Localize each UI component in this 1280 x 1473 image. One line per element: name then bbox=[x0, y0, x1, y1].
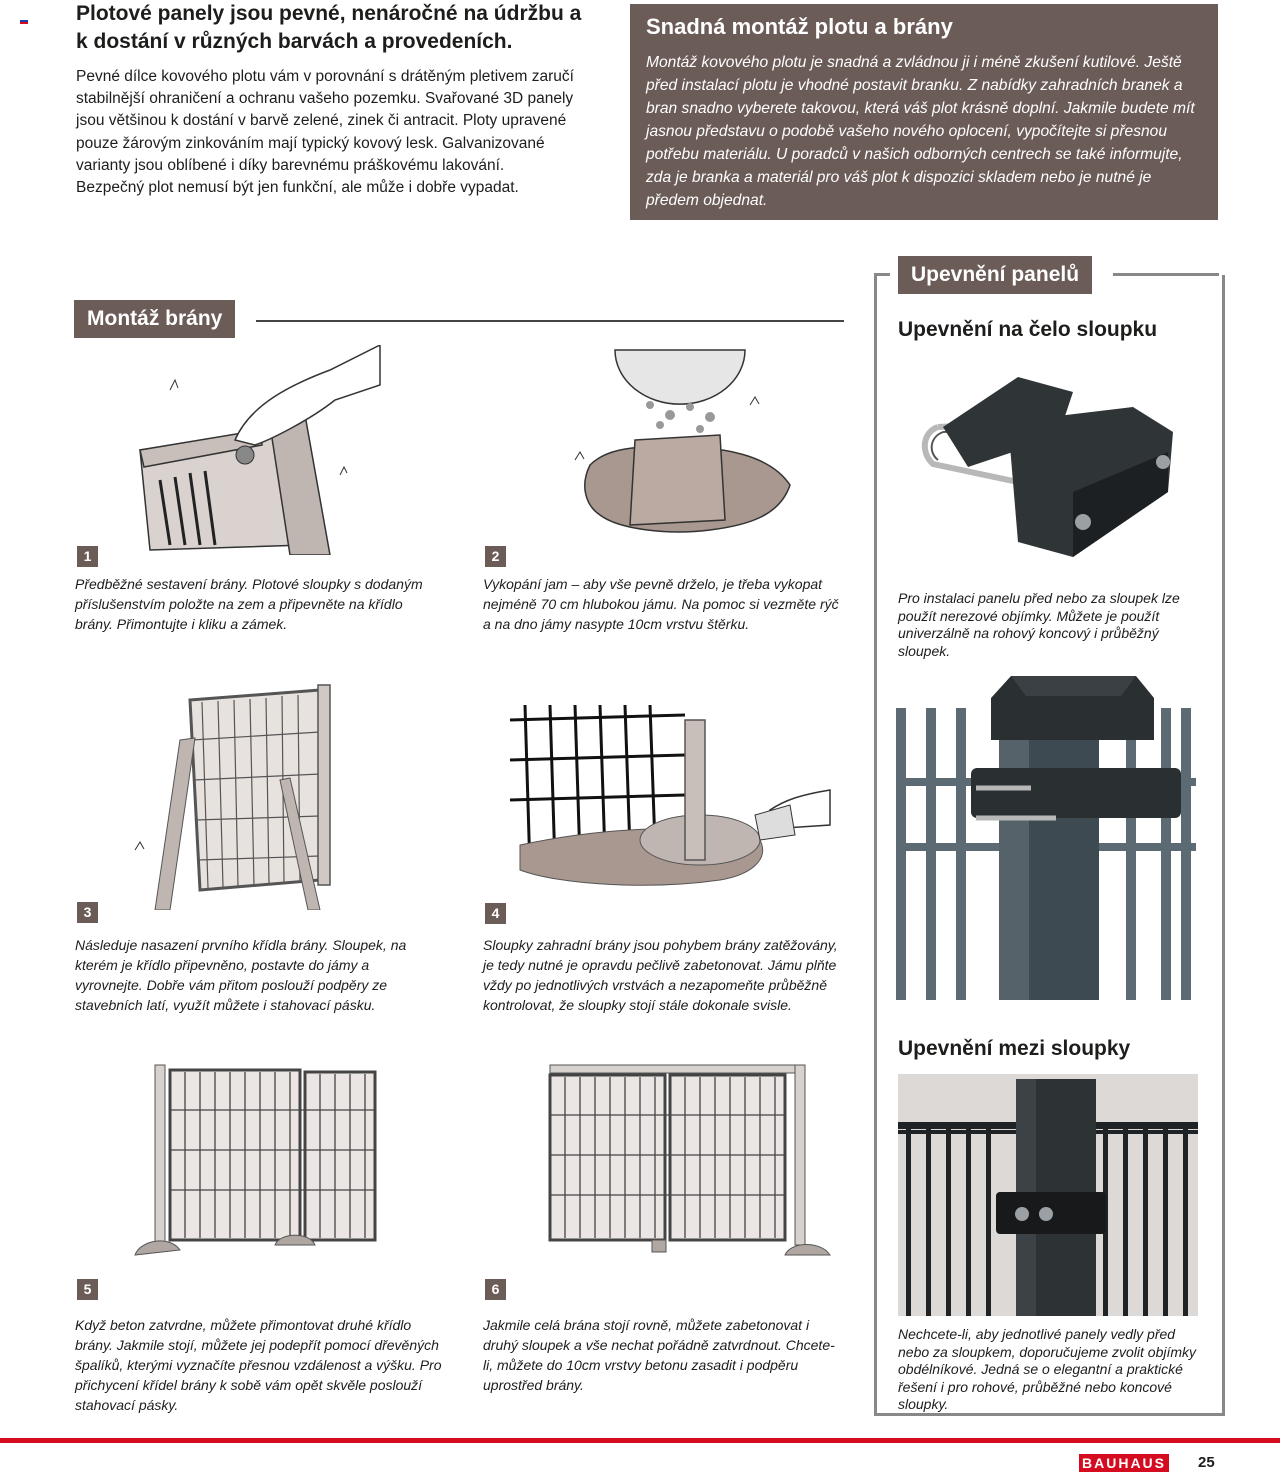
step-4-caption: Sloupky zahradní brány jsou pohybem brány zatěžovány, je tedy nutné je opravdu pečlivě zabetonovat. Jámu plňte vždy po jednotlivých vrstvách a nezapomeňte průběžně kontrolovat, že sloupky stojí stále dokonale svisle. bbox=[483, 937, 838, 1013]
step-2-caption: Vykopání jam – aby vše pevně drželo, je třeba vykopat nejméně 70 cm hlubokou jámu. Na pomoc si vezměte rýč a na dno jámy nasypte 10cm vrstvu štěrku. bbox=[483, 576, 839, 632]
info-box bbox=[630, 4, 1218, 220]
post-between-photo bbox=[898, 1074, 1198, 1316]
step-6-illustration bbox=[540, 1060, 835, 1260]
language-flag-icon bbox=[20, 18, 28, 24]
step-1-illustration bbox=[130, 345, 390, 555]
upevneni-tag: Upevnění panelů bbox=[898, 256, 1092, 294]
step-3-illustration bbox=[130, 680, 360, 910]
section2-caption: Nechcete-li, aby jednotlivé panely vedly před nebo za sloupkem, doporučujeme zvolit objímky obdélníkové. Jedná se o elegantní a praktické řešení i pro rohové, průběžné nebo koncové sloupky. bbox=[898, 1326, 1197, 1413]
step-number: 2 bbox=[485, 546, 506, 567]
step-5-illustration bbox=[130, 1060, 380, 1260]
intro-paragraph: Pevné dílce kovového plotu vám v porovnání s drátěným pletivem zaručí stabilnější ohraničení a ochranu vašeho pozemku. Svařované 3D panely jsou většinou k dostání v barvě zelené, zinek či antracit. Ploty upravené pouze žárovým zinkováním mají typický kovový lesk. Galvanizované varianty jsou oblíbené i díky barevnému práškovému lakování. bbox=[76, 68, 574, 174]
step-1-caption: Předběžné sestavení brány. Plotové sloupky s dodaným příslušenstvím položte na zem a připevněte na křídlo brány. Přimontujte i kliku a zámek. bbox=[75, 576, 423, 632]
step-number: 1 bbox=[77, 546, 98, 567]
footer-bar bbox=[0, 1438, 1280, 1443]
step-6-caption: Jakmile celá brána stojí rovně, můžete zabetonovat i druhý sloupek a vše nechat pořádně zatvrdnout. Chcete-li, můžete do 10cm vrstvy betonu zasadit i podpěru uprostřed brány. bbox=[483, 1317, 835, 1393]
step-5-caption: Když beton zatvrdne, můžete přimontovat druhé křídlo brány. Jakmile stojí, můžete jej podepřít pomocí dřevěných špalíků, kterými vyznačíte přesnou vzdálenost a výšku. Pro přichycení křídel brány k sobě vám opět skvěle poslouží stahovací pásky. bbox=[75, 1317, 442, 1413]
step-number: 6 bbox=[485, 1279, 506, 1300]
step-number: 5 bbox=[77, 1279, 98, 1300]
step-number: 4 bbox=[485, 903, 506, 924]
frame-top-left bbox=[874, 273, 890, 276]
step-2-illustration bbox=[550, 345, 820, 555]
clip-photo bbox=[898, 372, 1198, 582]
montaz-divider bbox=[256, 320, 844, 322]
section1-caption: Pro instalaci panelu před nebo za sloupek lze použít nerezové objímky. Můžete je použít univerzálně na rohový koncový i průběžný sloupek. bbox=[898, 590, 1180, 659]
intro-title: Plotové panely jsou pevné, nenáročné na údržbu a k dostání v různých barvách a provedeních. bbox=[76, 2, 582, 53]
intro-paragraph-2: Bezpečný plot nemusí být jen funkční, ale může i dobře vypadat. bbox=[76, 179, 519, 197]
intro-body bbox=[76, 66, 596, 199]
brand-logo: BAUHAUS bbox=[1079, 1454, 1169, 1472]
info-box-title: Snadná montáž plotu a brány bbox=[646, 14, 953, 39]
step-3-caption: Následuje nasazení prvního křídla brány. Sloupek, na kterém je křídlo připevněno, postavte do jámy a vyrovnejte. Dobře vám přitom poslouží podpěry ze stavebních latí, využít můžete i stahovací pásku. bbox=[75, 937, 407, 1013]
section2-title: Upevnění mezi sloupky bbox=[898, 1037, 1131, 1060]
montaz-tag: Montáž brány bbox=[74, 300, 235, 338]
step-4-illustration bbox=[500, 700, 835, 895]
post-front-photo bbox=[896, 668, 1196, 1000]
section1-title: Upevnění na čelo sloupku bbox=[898, 318, 1158, 341]
page-number: 25 bbox=[1198, 1454, 1215, 1471]
frame-top-right bbox=[1113, 273, 1219, 276]
info-box-text: Montáž kovového plotu je snadná a zvládnou ji i méně zkušení kutilové. Ještě před instalací plotu je vhodné postavit branku. Z nabídky zahradních branek a bran snadno vyberete takovou, která váš plot krásně doplní. Jakmile budete mít jasnou představu o podobě vašeho nového oplocení, vypočítejte si přesnou potřebu materiálu. U poradců v našich odborných centrech se také informujte, zda je branka a materiál pro váš plot k dispozici skladem nebo je nutné je předem objednat. bbox=[646, 54, 1195, 209]
step-number: 3 bbox=[77, 902, 98, 923]
